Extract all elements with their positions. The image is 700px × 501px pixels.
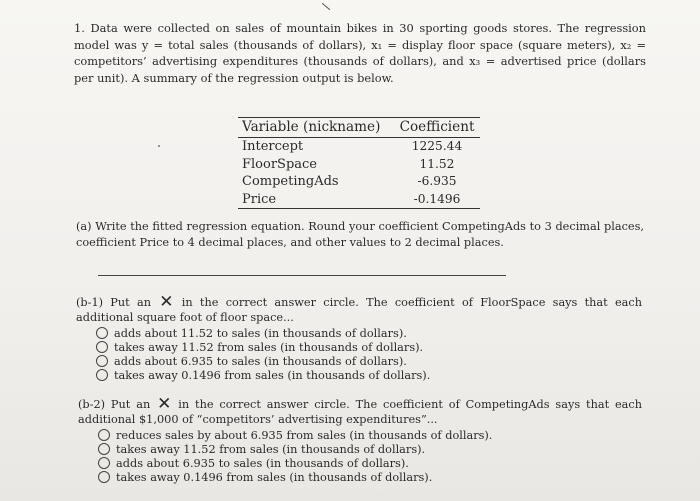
list-item[interactable] — [96, 326, 642, 340]
table-row — [238, 173, 480, 191]
variable-cell: Intercept — [242, 139, 304, 154]
list-item[interactable] — [98, 470, 642, 484]
part-b1-options — [96, 326, 642, 382]
x-mark-icon: ✕ — [157, 394, 172, 414]
list-item[interactable] — [96, 340, 642, 354]
option-label: takes away 0.1496 from sales (in thousands of dollars). — [114, 368, 431, 382]
variable-cell: FloorSpace — [242, 156, 317, 172]
radio-circle[interactable] — [96, 327, 108, 339]
variable-cell: Price — [242, 191, 277, 207]
stray-dot — [158, 145, 160, 147]
problem-intro — [74, 20, 646, 86]
option-label: adds about 11.52 to sales (in thousands of dollars). — [114, 326, 407, 340]
radio-circle[interactable] — [98, 429, 110, 441]
regression-table — [238, 117, 480, 209]
part-b2-suffix: in the correct answer circle. The coefficient of CompetingAds says that each additional $1,000 of “competitors’ advertising expenditures”... — [78, 398, 643, 426]
part-b2-options — [98, 428, 642, 484]
option-label: takes away 0.1496 from sales (in thousands of dollars). — [116, 470, 433, 484]
intro-text: 1. Data were collected on sales of mountain bikes in 30 sporting goods stores. The regression model was y = total sales (thousands of dollars), x₁ = display floor space (square meters), x₂ = competitors’ advertising expenditures (thousands of dollars), and x₃ = advertised price (dollars per unit). A summary of the regression output is below. — [74, 21, 646, 85]
table-row — [238, 138, 480, 156]
option-label: takes away 11.52 from sales (in thousands of dollars). — [116, 442, 426, 456]
table-row — [238, 191, 480, 209]
radio-circle[interactable] — [96, 341, 108, 353]
list-item[interactable] — [96, 368, 642, 382]
list-item[interactable] — [98, 442, 642, 456]
part-b1-stem — [76, 292, 642, 325]
radio-circle[interactable] — [96, 355, 108, 367]
table-row — [238, 156, 480, 174]
coefficient-cell: -0.1496 — [413, 191, 461, 206]
option-label: reduces sales by about 6.935 from sales (in thousands of dollars). — [116, 428, 493, 442]
table-header-row — [238, 118, 480, 138]
variable-cell: CompetingAds — [242, 174, 339, 189]
part-a-text: (a) Write the fitted regression equation. Round your coefficient CompetingAds to 3 decimal places, coefficient Price to 4 decimal places, and other values to 2 decimal places. — [76, 220, 644, 249]
header-coefficient: Coefficient — [399, 119, 475, 135]
x-mark-icon: ✕ — [159, 292, 174, 312]
part-b2-stem — [78, 394, 643, 427]
part-b1-question — [76, 292, 642, 382]
option-label: takes away 11.52 from sales (in thousands of dollars). — [114, 340, 424, 354]
part-b1-suffix: in the correct answer circle. The coefficient of FloorSpace says that each additional square foot of floor space... — [76, 296, 642, 324]
header-variable: Variable (nickname) — [242, 119, 381, 135]
radio-circle[interactable] — [96, 369, 108, 381]
part-b2-question — [78, 394, 643, 484]
part-b1-prefix: (b-1) Put an — [76, 296, 151, 309]
radio-circle[interactable] — [98, 443, 110, 455]
list-item[interactable] — [98, 456, 642, 470]
radio-circle[interactable] — [98, 471, 110, 483]
coefficient-cell: -6.935 — [417, 174, 457, 188]
list-item[interactable] — [96, 354, 642, 368]
option-label: adds about 6.935 to sales (in thousands of dollars). — [116, 456, 409, 470]
coefficient-cell: 1225.44 — [411, 139, 463, 153]
list-item[interactable] — [98, 428, 642, 442]
part-b2-prefix: (b-2) Put an — [78, 398, 151, 411]
coefficient-cell: 11.52 — [419, 156, 455, 171]
pen-mark — [322, 3, 330, 10]
option-label: adds about 6.935 to sales (in thousands of dollars). — [114, 354, 407, 368]
part-a-question — [76, 219, 644, 251]
answer-line[interactable] — [98, 275, 506, 276]
radio-circle[interactable] — [98, 457, 110, 469]
